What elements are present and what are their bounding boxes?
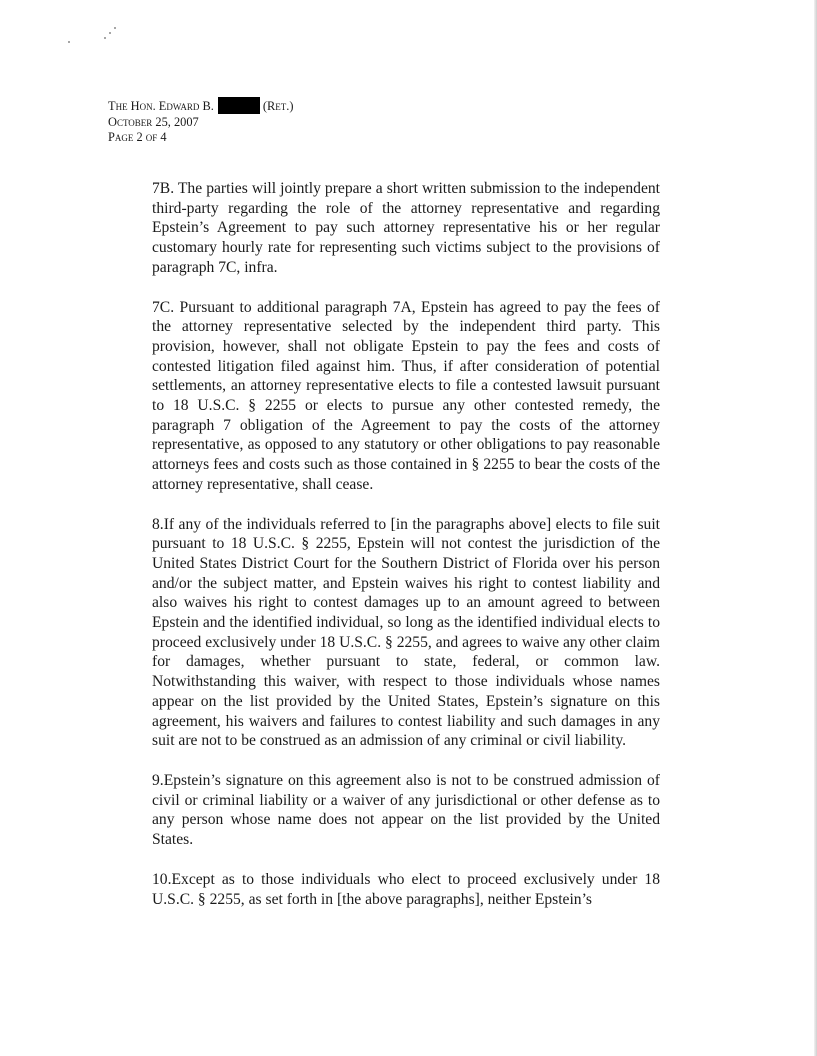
letter-header	[108, 97, 293, 146]
addressee-title: (Ret.)	[262, 99, 294, 113]
addressee-name: The Hon. Edward B.	[108, 99, 214, 113]
addressee-line	[108, 97, 293, 115]
scan-speck	[109, 32, 111, 34]
scan-speck	[68, 41, 70, 43]
scan-speck	[114, 27, 116, 29]
scan-speck	[104, 37, 106, 39]
redaction-box	[218, 97, 260, 114]
paragraph-7c: 7C. Pursuant to additional paragraph 7A, Epstein has agreed to pay the fees of the attorney representative selected by the independent third party. This provision, however, shall not obligate Epstein to pay the fees and costs of contested litigation filed against him. Thus, if after consideration of potential settlements, an attorney representative elects to file a contested lawsuit pursuant to 18 U.S.C. § 2255 or elects to pursue any other contested remedy, the paragraph 7 obligation of the Agreement to pay the costs of the attorney representative, as opposed to any statutory or other obligations to pay reasonable attorneys fees and costs such as those contained in § 2255 to bear the costs of the attorney representative, shall cease.	[152, 298, 660, 493]
letter-body	[152, 179, 660, 909]
page-number: Page 2 of 4	[108, 130, 167, 144]
paragraph-10: 10.Except as to those individuals who elect to proceed exclusively under 18 U.S.C. § 2255, as set forth in [the above paragraphs], neither Epstein’s	[152, 870, 660, 908]
paragraph-7b: 7B. The parties will jointly prepare a short written submission to the independent third-party regarding the role of the attorney representative and regarding Epstein’s Agreement to pay such attorney representative his or her regular customary hourly rate for representing such victims subject to the provisions of paragraph 7C, infra.	[152, 180, 660, 276]
letter-date: October 25, 2007	[108, 114, 199, 129]
paragraph-9: 9.Epstein’s signature on this agreement also is not to be construed admission of civil or criminal liability or a waiver of any jurisdictional or other defense as to any person whose name does not appear on the list provided by the United States.	[152, 771, 660, 849]
paragraph-8: 8.If any of the individuals referred to [in the paragraphs above] elects to file suit pursuant to 18 U.S.C. § 2255, Epstein will not contest the jurisdiction of the United States District Court for the Southern District of Florida over his person and/or the subject matter, and Epstein waives his right to contest liability and also waives his right to contest damages up to an amount agreed to between Epstein and the identified individual, so long as the identified individual elects to proceed exclusively under 18 U.S.C. § 2255, and agrees to waive any other claim for damages, whether pursuant to state, federal, or common law. Notwithstanding this waiver, with respect to those individuals whose names appear on the list provided by the United States, Epstein’s signature on this agreement, his waivers and failures to contest liability and such damages in any suit are not to be construed as an admission of any criminal or civil liability.	[152, 515, 660, 750]
